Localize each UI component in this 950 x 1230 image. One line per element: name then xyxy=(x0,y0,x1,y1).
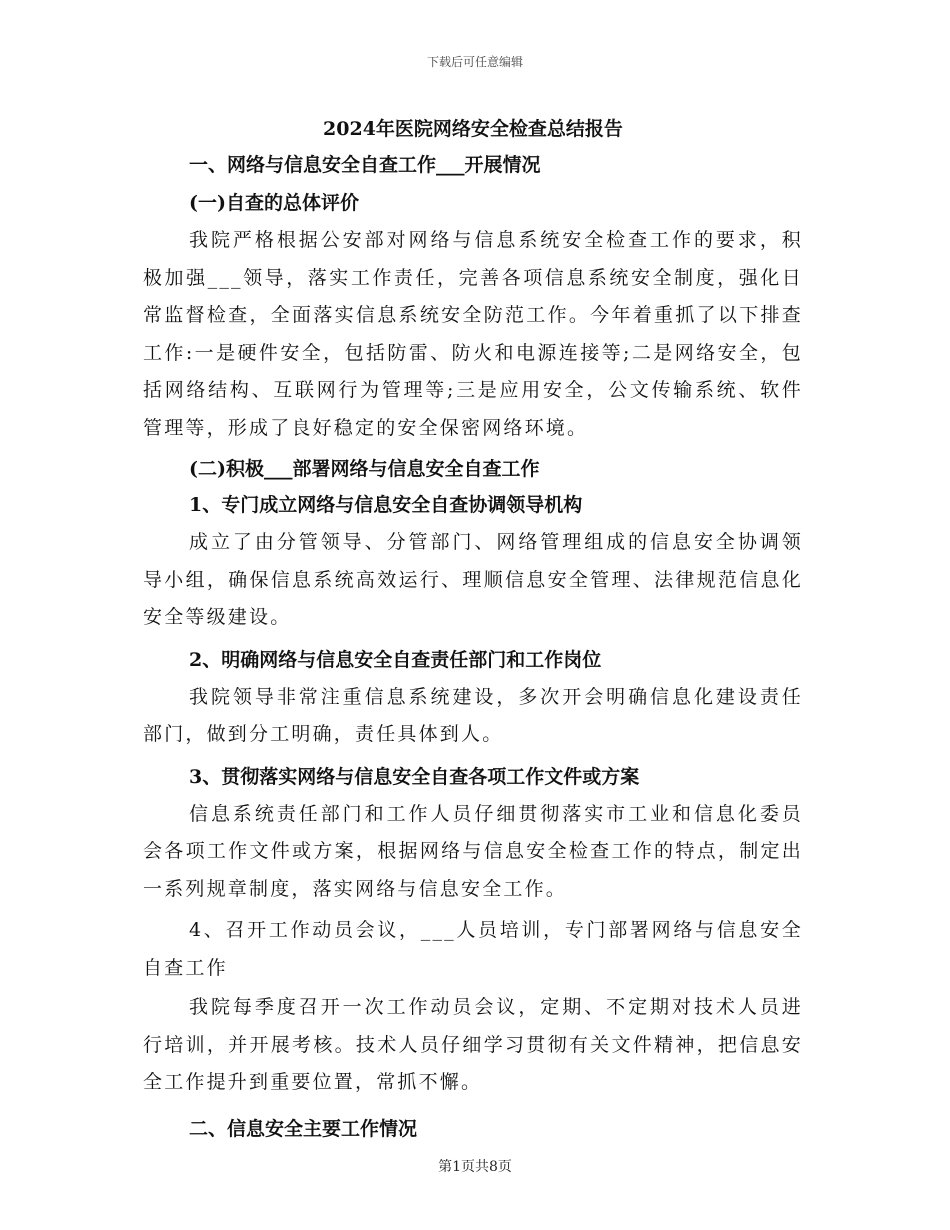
paragraph-item-4: 我院每季度召开一次工作动员会议，定期、不定期对技术人员进行培训，并开展考核。技术人员仔细学习贯彻有关文件精神，把信息安全工作提升到重要位置，常抓不懈。 xyxy=(143,996,803,1093)
page-number: 第1页共8页 xyxy=(438,1159,512,1175)
item-heading-2: 2、明确网络与信息安全自查责任部门和工作岗位 xyxy=(189,648,602,671)
document-body xyxy=(143,112,803,1146)
subsection-heading-2: (二)积极___部署网络与信息安全自查工作 xyxy=(189,458,540,480)
document-title: 2024年医院网络安全检查总结报告 xyxy=(323,118,623,140)
paragraph-item-1: 成立了由分管领导、分管部门、网络管理组成的信息安全协调领导小组，确保信息系统高效运行、理顺信息安全管理、法律规范信息化安全等级建设。 xyxy=(143,531,803,628)
section-heading-2: 二、信息安全主要工作情况 xyxy=(189,1117,418,1140)
subsection-heading-1: (一)自查的总体评价 xyxy=(189,192,359,214)
section-heading-1: 一、网络与信息安全自查工作___开展情况 xyxy=(189,154,541,176)
item-heading-3: 3、贯彻落实网络与信息安全自查各项工作文件或方案 xyxy=(189,765,640,788)
item-heading-1: 1、专门成立网络与信息安全自查协调领导机构 xyxy=(189,494,583,516)
paragraph-item-3: 信息系统责任部门和工作人员仔细贯彻落实市工业和信息化委员会各项工作文件或方案，根据网络与信息安全检查工作的特点，制定出一系列规章制度，落实网络与信息安全工作。 xyxy=(143,802,803,900)
item-heading-4: 4、召开工作动员会议，___人员培训，专门部署网络与信息安全自查工作 xyxy=(143,919,803,979)
page-header-note: 下载后可任意编辑 xyxy=(426,55,523,69)
paragraph-overall-evaluation: 我院严格根据公安部对网络与信息系统安全检查工作的要求，积极加强___领导，落实工作责任，完善各项信息系统安全制度，强化日常监督检查，全面落实信息系统安全防范工作。今年着重抓了以下排查工作:一是硬件安全，包括防雷、防火和电源连接等;二是网络安全，包括网络结构、互联网行为管理等;三是应用安全，公文传输系统、软件管理等，形成了良好稳定的安全保密网络环境。 xyxy=(143,229,803,439)
paragraph-item-2: 我院领导非常注重信息系统建设，多次开会明确信息化建设责任部门，做到分工明确，责任具体到人。 xyxy=(143,685,803,745)
